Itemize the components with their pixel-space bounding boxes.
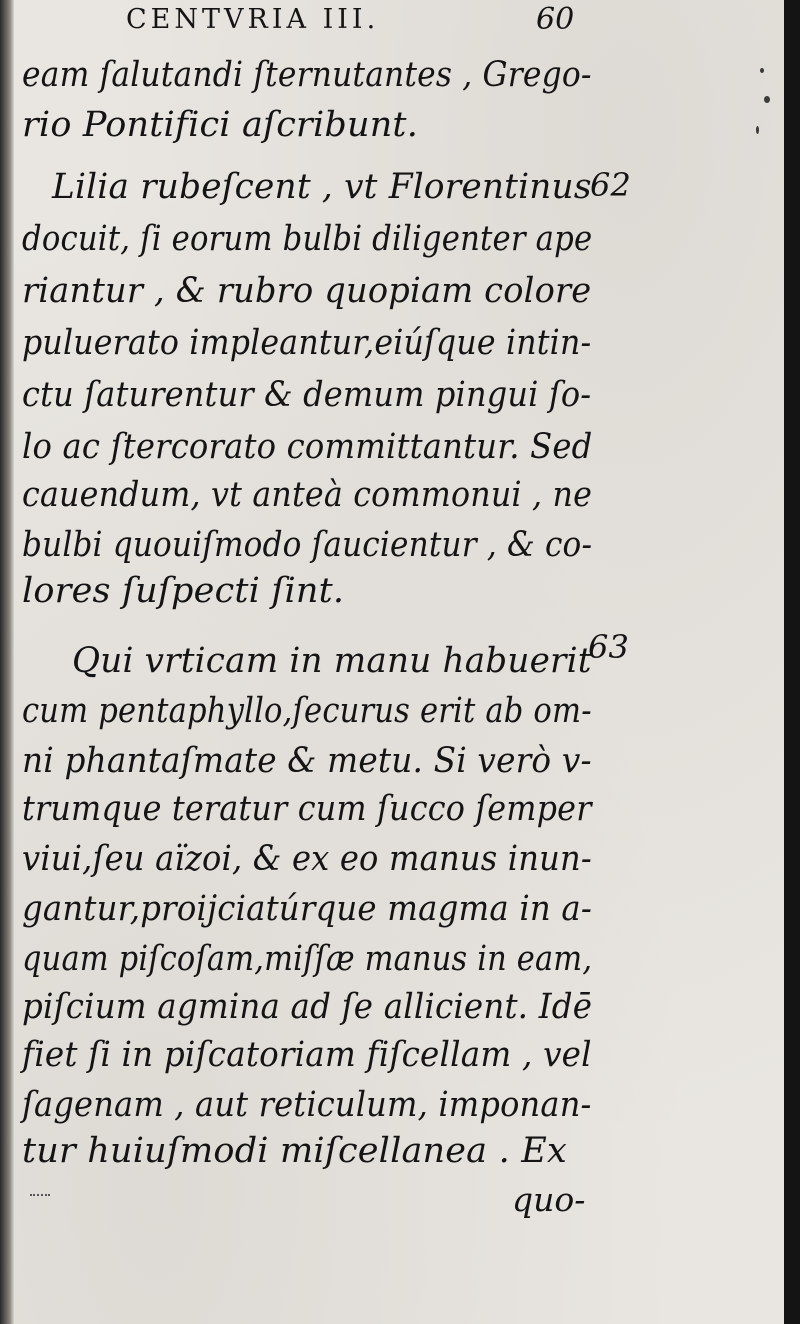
text-line: Qui vrticam in manu habuerit — [72, 641, 592, 681]
margin-number: 63 — [588, 628, 630, 666]
text-line: cauendum, vt anteà commonui , ne — [22, 475, 593, 515]
text-line: lo ac ſtercorato committantur. Sed — [22, 427, 593, 467]
text-line: ctu ſaturentur & demum pingui ſo- — [22, 375, 592, 415]
margin-number: 62 — [590, 166, 632, 204]
scan-edge — [784, 0, 800, 1324]
ornament-mark — [30, 1188, 50, 1196]
text-line: riantur , & rubro quopiam colore — [22, 271, 592, 311]
text-line: trumque teratur cum ſucco ſemper — [22, 789, 592, 829]
page-number: 60 — [536, 2, 575, 37]
text-line: quam piſcoſam,miſſæ manus in eam, — [22, 939, 593, 979]
text-line: ni phantaſmate & metu. Si verò v- — [22, 741, 592, 781]
text-line: puluerato impleantur,eiúſque intin- — [22, 323, 592, 363]
text-line: eam ſalutandi ſternutantes , Grego- — [22, 55, 592, 95]
text-line: Lilia rubeſcent , vt Florentinus — [52, 167, 592, 207]
ink-speck — [764, 96, 770, 103]
ink-speck — [760, 68, 764, 73]
text-line: piſcium agmina ad ſe allicient. Idē — [22, 987, 593, 1027]
ink-speck — [756, 126, 759, 134]
text-line: bulbi quouiſmodo ſaucientur , & co- — [22, 525, 593, 565]
catchword: quo- — [512, 1180, 586, 1219]
text-line: ſagenam , aut reticulum, imponan- — [22, 1085, 592, 1125]
text-line: rio Pontifici aſcribunt. — [22, 105, 419, 145]
text-line: tur huiuſmodi miſcellanea . Ex — [22, 1131, 567, 1171]
text-line: cum pentaphyllo,ſecurus erit ab om- — [22, 691, 592, 731]
text-line: docuit, ſi eorum bulbi diligenter ape — [22, 219, 593, 259]
text-line: lores ſuſpecti ſint. — [22, 571, 345, 611]
text-line: viui,ſeu aïzoi, & ex eo manus inun- — [22, 839, 592, 879]
running-title: CENTVRIA III. — [126, 4, 380, 35]
text-line: gantur,proijciatúrque magma in a- — [22, 889, 593, 929]
text-line: fiet ſi in piſcatoriam fiſcellam , vel — [22, 1035, 592, 1075]
